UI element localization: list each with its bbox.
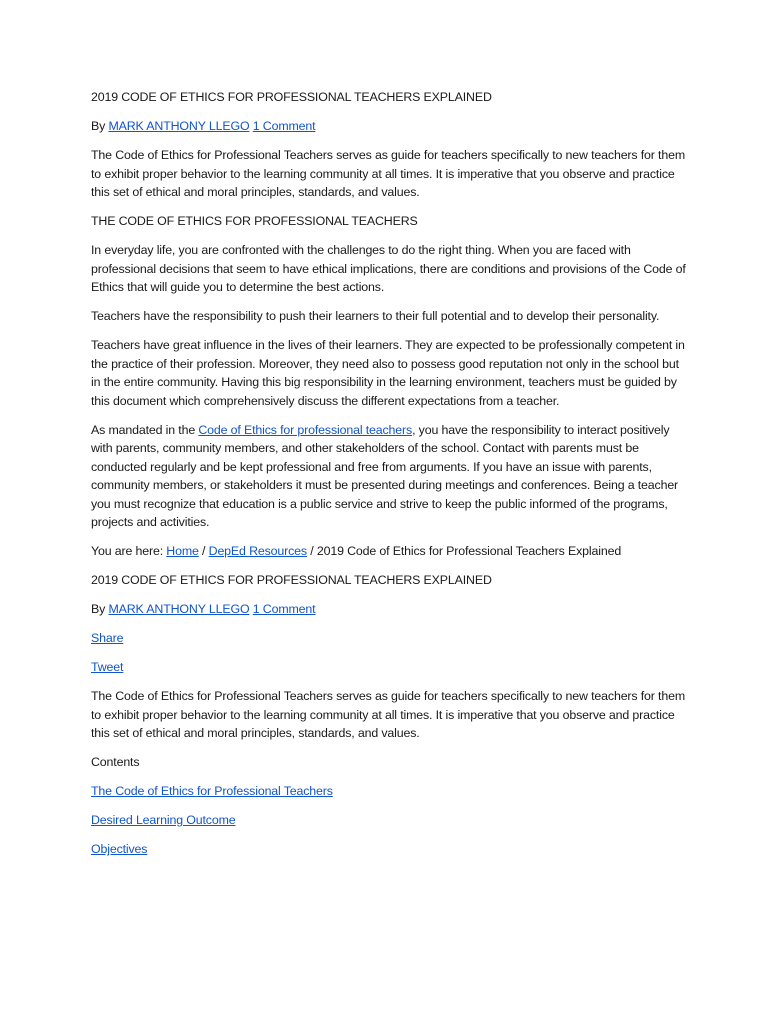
share-link[interactable]: Share xyxy=(91,631,124,645)
comments-link[interactable]: 1 Comment xyxy=(252,602,316,616)
byline-prefix: By xyxy=(91,119,106,133)
paragraph-2: Teachers have the responsibility to push their learners to their full potential and to develop their personality. xyxy=(91,309,660,323)
document-body xyxy=(91,88,691,869)
paragraph-4-before: As mandated in the xyxy=(91,422,199,437)
contents-item xyxy=(91,840,691,859)
contents-link-objectives[interactable]: Objectives xyxy=(91,842,148,856)
author-link[interactable]: MARK ANTHONY LLEGO xyxy=(108,119,250,133)
article-title: 2019 CODE OF ETHICS FOR PROFESSIONAL TEACHERS EXPLAINED xyxy=(91,90,492,104)
paragraph-4-after: , you have the responsibility to interact positively with parents, community members, and other stakeholders of the school. Contact with parents must be conducted regularly and be kept professional and free from arguments. If you have an issue with parents, community members, or stakeholders it must be presented during meetings and conferences. Being a teacher you must recognize that education is a public service and strive to keep the public informed of the programs, projects and activities. xyxy=(91,422,679,529)
code-of-ethics-link[interactable]: Code of Ethics for professional teachers xyxy=(198,422,413,437)
breadcrumb-current: 2019 Code of Ethics for Professional Teachers Explained xyxy=(316,544,622,558)
breadcrumb xyxy=(91,542,691,561)
intro-paragraph: The Code of Ethics for Professional Teachers serves as guide for teachers specifically to new teachers for them to exhibit proper behavior to the learning community at all times. It is imperative that you observe and practice this set of ethical and moral principles, standards, and values. xyxy=(91,148,685,199)
contents-link-desired-learning-outcome[interactable]: Desired Learning Outcome xyxy=(91,813,236,827)
breadcrumb-home-link[interactable]: Home xyxy=(166,544,199,558)
breadcrumb-deped-resources-link[interactable]: DepEd Resources xyxy=(208,544,307,558)
breadcrumb-separator: / xyxy=(198,544,209,558)
byline-repeat xyxy=(91,600,691,619)
breadcrumb-prefix: You are here: xyxy=(91,544,167,558)
paragraph-4 xyxy=(91,421,691,532)
section-heading: THE CODE OF ETHICS FOR PROFESSIONAL TEACHERS xyxy=(91,214,418,228)
paragraph-3: Teachers have great influence in the lives of their learners. They are expected to be professionally competent in the practice of their profession. Moreover, they need also to possess good reputation not only in the school but in the entire community. Having this big responsibility in the learning environment, teachers must be guided by this document which comprehensively discuss the different expectations from a teacher. xyxy=(91,338,685,408)
byline xyxy=(91,117,691,136)
comments-link[interactable]: 1 Comment xyxy=(252,119,316,133)
breadcrumb-separator: / xyxy=(306,544,317,558)
tweet-row xyxy=(91,658,691,677)
paragraph-1: In everyday life, you are confronted with the challenges to do the right thing. When you are faced with professional decisions that seem to have ethical implications, there are conditions and provisions of the Code of Ethics that will guide you to determine the best actions. xyxy=(91,243,686,294)
article-title-repeat: 2019 CODE OF ETHICS FOR PROFESSIONAL TEACHERS EXPLAINED xyxy=(91,573,492,587)
intro-paragraph-repeat: The Code of Ethics for Professional Teachers serves as guide for teachers specifically to new teachers for them to exhibit proper behavior to the learning community at all times. It is imperative that you observe and practice this set of ethical and moral principles, standards, and values. xyxy=(91,689,685,740)
contents-link-code-of-ethics[interactable]: The Code of Ethics for Professional Teachers xyxy=(91,784,333,798)
contents-item xyxy=(91,811,691,830)
share-row xyxy=(91,629,691,648)
contents-label: Contents xyxy=(91,755,140,769)
byline-prefix: By xyxy=(91,602,106,616)
author-link[interactable]: MARK ANTHONY LLEGO xyxy=(108,602,250,616)
tweet-link[interactable]: Tweet xyxy=(91,660,124,674)
contents-item xyxy=(91,782,691,801)
